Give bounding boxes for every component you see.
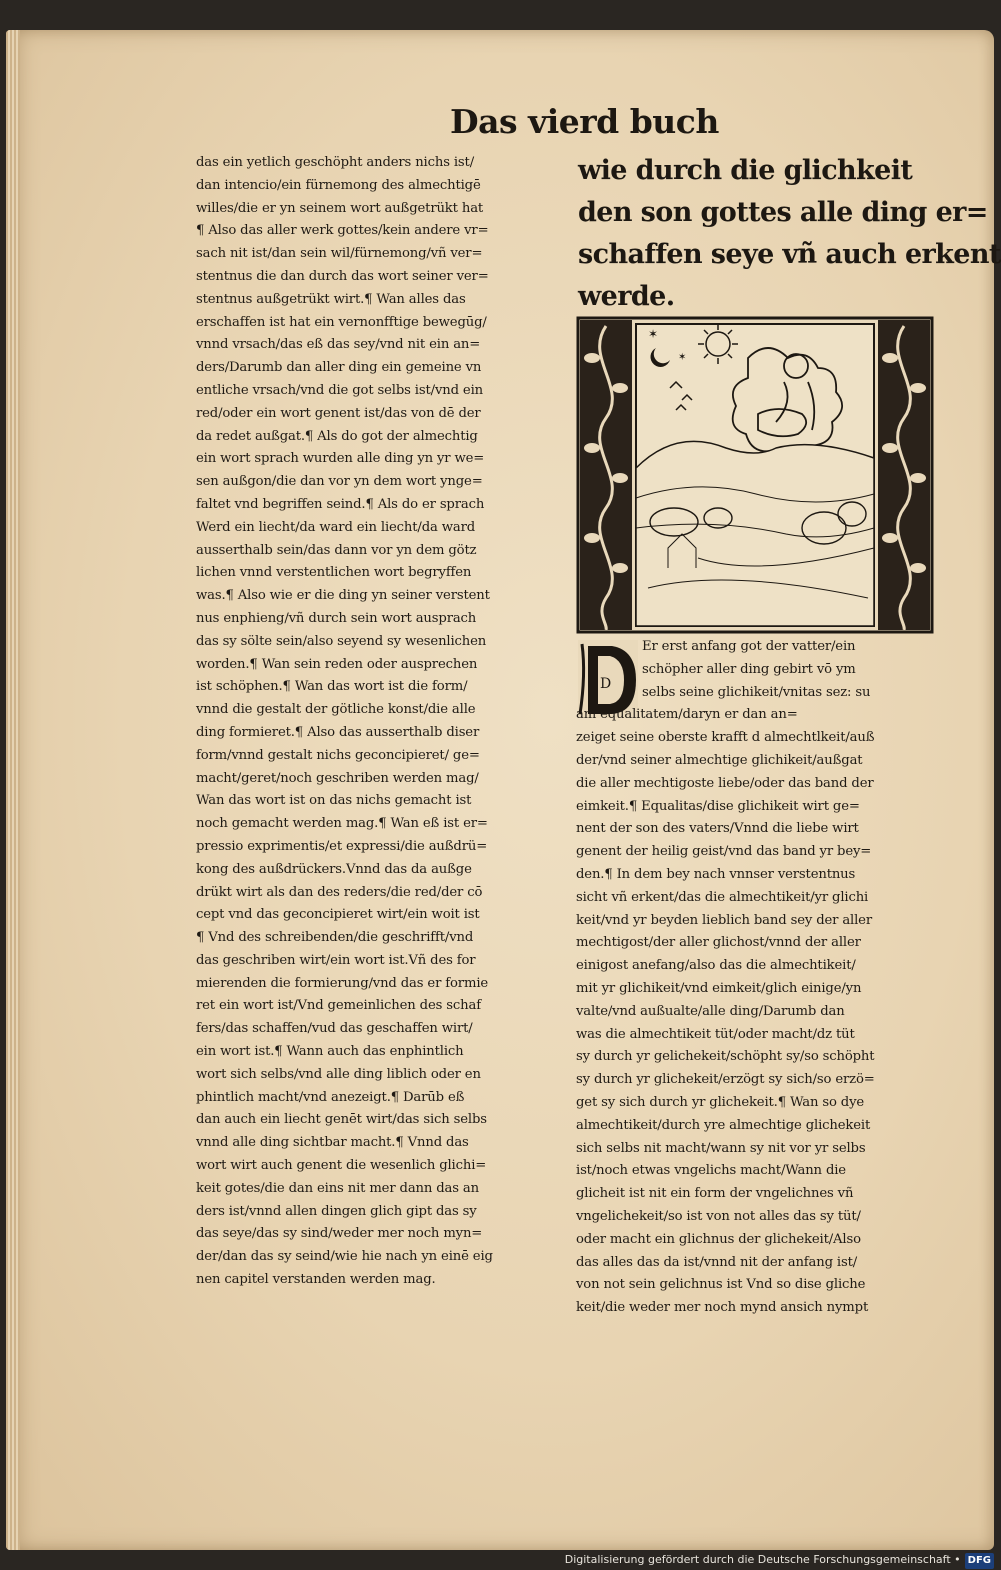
text-line: nent der son des vaters/Vnnd die liebe wirt [576,821,859,837]
heading-line: schaffen seye vñ auch erkent [578,239,1001,270]
digitization-footer [565,1552,994,1568]
text-line: phintlich macht/vnd anezeigt.¶ Darūb eß [196,1089,465,1105]
text-line: das seye/das sy sind/weder mer noch myn= [196,1226,483,1242]
text-line: ders/Darumb dan aller ding ein gemeine vn [196,360,482,376]
text-line: macht/geret/noch geschriben werden mag/ [196,770,479,786]
text-line: was.¶ Also wie er die ding yn seiner verstent [196,588,490,604]
text-line: pressio exprimentis/et expressi/die außdrü= [196,838,488,854]
text-line: ders ist/vnnd allen dingen glich gipt das sy [196,1203,477,1219]
text-line: sich selbs nit macht/wann sy nit vor yr selbs [576,1140,866,1156]
text-line: sicht vñ erkent/das die almechtikeit/yr glichi [576,889,869,905]
text-line: entliche vrsach/vnd die got selbs ist/vnd ein [196,382,483,398]
text-line: stentnus außgetrükt wirt.¶ Wan alles das [196,291,466,307]
heading-line: werde. [578,281,675,312]
dfg-logo: DFG [965,1553,994,1569]
text-line: willes/die er yn seinem wort außgetrükt hat [196,200,484,216]
woodcut-illustration [578,318,932,632]
text-line: ding formieret.¶ Also das ausserthalb diser [196,724,480,740]
text-line: der/dan das sy seind/wie hie nach yn einē eig [196,1249,493,1265]
footer-credit: Digitalisierung gefördert durch die Deutsche Forschungsgemeinschaft • [564,1553,961,1566]
text-line: sach nit ist/dan sein wil/fürnemong/vñ ver= [196,246,483,262]
text-line: das sy sölte sein/also seyend sy wesenlichen [196,633,487,649]
text-line: Wan das wort ist on das nichs gemacht ist [196,793,472,809]
text-line: den.¶ In dem bey nach vnnser verstentnus [576,866,856,882]
text-line: erschaffen ist hat ein vernonfftige bewegūg/ [196,314,487,330]
text-line: keit gotes/die dan eins nit mer dann das an [196,1180,479,1196]
text-line: da redet außgat.¶ Als do got der almechtig [196,428,478,444]
text-line: vnnd vrsach/das eß das sey/vnd nit ein an= [196,337,481,353]
text-line: oder macht ein glichnus der glichekeit/Also [576,1231,861,1247]
text-line: Werd ein liecht/da ward ein liecht/da ward [196,519,476,535]
text-line: form/vnnd gestalt nichs geconcipieret/ ge= [196,747,480,763]
chapter-heading [578,150,1001,318]
text-line: mechtigost/der aller glichost/vnnd der aller [576,935,861,951]
text-line: worden.¶ Wan sein reden oder ausprechen [196,656,478,672]
text-line: cept vnd das geconcipieret wirt/ein woit ist [196,907,480,923]
text-line: ¶ Also das aller werk gottes/kein andere vr= [196,223,489,239]
text-line: eimkeit.¶ Equalitas/dise glichikeit wirt ge= [576,798,860,814]
text-line: ein wort ist.¶ Wann auch das enphintlich [196,1044,464,1060]
text-line: am equalitatem/daryn er dan an= [576,707,798,723]
text-line: mierenden die formierung/vnd das er formie [196,975,489,991]
text-line: selbs seine glichikeit/vnitas sez: su [642,684,871,700]
text-line: kong des außdrückers.Vnnd das da außge [196,861,472,877]
heading-line: den son gottes alle ding er= [578,197,988,228]
text-line: faltet vnd begriffen seind.¶ Als do er sprach [196,496,485,512]
text-line: Er erst anfang got der vatter/ein [642,639,856,654]
right-text-column [576,636,936,1320]
text-line: sen außgon/die dan vor yn dem wort ynge= [196,474,483,490]
text-line: noch gemacht werden mag.¶ Wan eß ist er= [196,816,488,832]
text-line: nus enphieng/vñ durch sein wort ausprach [196,610,477,626]
text-line: das alles das da ist/vnnd nit der anfang ist/ [576,1254,858,1270]
text-line: red/oder ein wort genent ist/das von dē der [196,405,481,421]
text-line: was die almechtikeit tüt/oder macht/dz tüt [576,1026,855,1042]
text-line: valte/vnd außualte/alle ding/Darumb dan [576,1003,845,1019]
text-line: vnnd die gestalt der götliche konst/die alle [196,702,476,718]
text-line: genent der heilig geist/vnd das band yr bey= [576,844,872,860]
text-line: der/vnd seiner almechtige glichikeit/außgat [576,752,863,768]
text-line: nen capitel verstanden werden mag. [196,1272,436,1288]
text-line: sy durch yr gelichekeit/schöpht sy/so schöpht [576,1049,875,1065]
text-line: sy durch yr glichekeit/erzögt sy sich/so erzö= [576,1072,875,1088]
text-line: das ein yetlich geschöpht anders nichs ist/ [196,155,474,170]
text-line: fers/das schaffen/vud das geschaffen wirt/ [196,1021,473,1037]
text-line: keit/die weder mer noch mynd ansich nympt [576,1300,869,1316]
heading-line: wie durch die glichkeit [578,155,913,186]
text-line: lichen vnnd verstentlichen wort begryffen [196,565,472,581]
text-line: ist/noch etwas vngelichs macht/Wann die [576,1163,846,1179]
text-line: get sy sich durch yr glichekeit.¶ Wan so dye [576,1094,865,1110]
text-line: einigost anefang/also das die almechtikeit/ [576,958,856,974]
text-line: ist schöphen.¶ Wan das wort ist die form/ [196,679,468,695]
text-line: ¶ Vnd des schreibenden/die geschrifft/vnd [196,930,474,946]
text-line: ret ein wort ist/Vnd gemeinlichen des schaf [196,998,481,1014]
text-line: vngelichekeit/so ist von not alles das sy tüt/ [576,1208,861,1224]
text-line: dan intencio/ein fürnemong des almechtigē [196,177,481,193]
text-line: almechtikeit/durch yre almechtige glichekeit [576,1117,871,1133]
text-line: stentnus die dan durch das wort seiner ver= [196,268,489,284]
text-line: wort sich selbs/vnd alle ding liblich oder en [196,1066,481,1082]
text-line: dan auch ein liecht genēt wirt/das sich selbs [196,1112,487,1128]
initial-letter-text: D [600,676,612,692]
left-text-column [196,152,556,1292]
text-line: vnnd alle ding sichtbar macht.¶ Vnnd das [196,1135,469,1151]
page-stack-edge [6,30,20,1550]
running-head: Das vierd buch [450,102,719,141]
svg-text:✶: ✶ [648,327,659,341]
text-line: von not sein gelichnus ist Vnd so dise gliche [576,1277,866,1293]
text-line: schöpher aller ding gebirt vō ym [642,661,856,677]
text-line: zeiget seine oberste krafft d almechtlkeit/auß [576,730,875,746]
text-line: glicheit ist nit ein form der vngelichnes vñ [576,1186,854,1202]
text-line: das geschriben wirt/ein wort ist.Vñ des for [196,952,476,968]
text-line: drükt wirt als dan des reders/die red/der cō [196,884,483,900]
text-line: mit yr glichikeit/vnd eimkeit/glich einige/yn [576,980,862,996]
text-line: die aller mechtigoste liebe/oder das band der [576,775,874,791]
text-line: ein wort sprach wurden alle ding yn yr we= [196,451,485,467]
text-line: wort wirt auch genent die wesenlich glichi= [196,1158,487,1174]
text-line: keit/vnd yr beyden lieblich band sey der aller [576,912,872,928]
text-line: ausserthalb sein/das dann vor yn dem götz [196,542,477,558]
svg-text:✶: ✶ [678,352,687,363]
